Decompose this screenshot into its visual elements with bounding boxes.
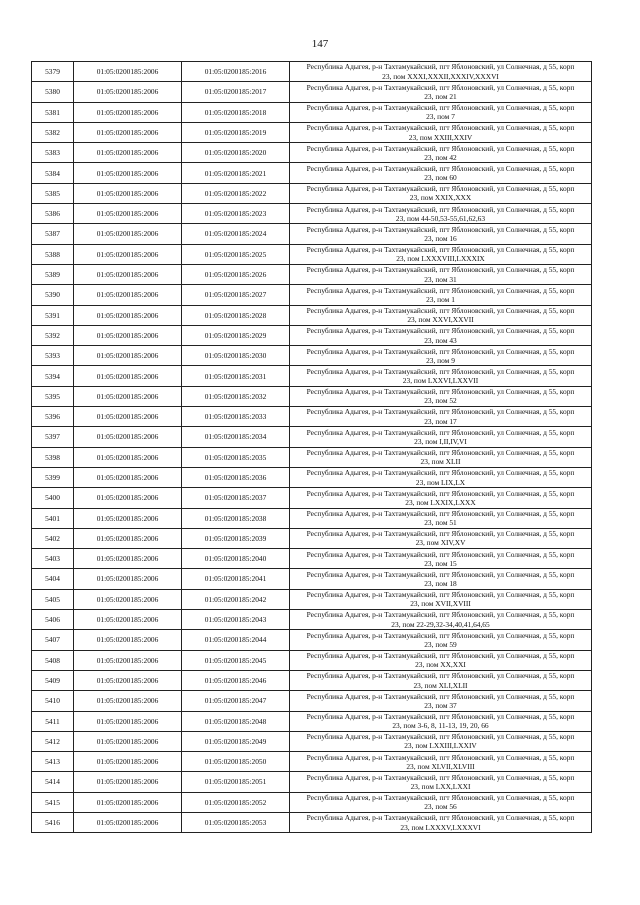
address-line-1: Республика Адыгея, р-н Тахтамукайский, пгт Яблоновский, ул Солнечная, д 55, корп	[306, 326, 575, 336]
address-line-1: Республика Адыгея, р-н Тахтамукайский, пгт Яблоновский, ул Солнечная, д 55, корп	[306, 590, 575, 600]
cadastral-number-cell: 01:05:0200185:2021	[182, 163, 290, 183]
table-row	[32, 224, 592, 244]
address-line-2: 23, пом XVII,XVIII	[410, 599, 471, 609]
address-cell	[290, 264, 592, 284]
address-line-2: 23, пом 21	[424, 91, 457, 101]
row-number-cell: 5390	[32, 285, 74, 305]
row-number-cell: 5389	[32, 264, 74, 284]
parent-cadastral-number-cell: 01:05:0200185:2006	[74, 143, 182, 163]
address-cell	[290, 610, 592, 630]
parent-cadastral-number-cell: 01:05:0200185:2006	[74, 427, 182, 447]
address-line-1: Республика Адыгея, р-н Тахтамукайский, пгт Яблоновский, ул Солнечная, д 55, корп	[306, 265, 575, 275]
address-line-1: Республика Адыгея, р-н Тахтамукайский, пгт Яблоновский, ул Солнечная, д 55, корп	[306, 651, 575, 661]
address-cell	[290, 305, 592, 325]
address-cell	[290, 102, 592, 122]
address-line-2: 23, пом 37	[424, 700, 457, 710]
row-number-cell: 5393	[32, 346, 74, 366]
address-cell	[290, 508, 592, 528]
row-number-cell: 5381	[32, 102, 74, 122]
cadastral-number-cell: 01:05:0200185:2046	[182, 670, 290, 690]
parent-cadastral-number-cell: 01:05:0200185:2006	[74, 264, 182, 284]
row-number-cell: 5386	[32, 204, 74, 224]
parent-cadastral-number-cell: 01:05:0200185:2006	[74, 691, 182, 711]
parent-cadastral-number-cell: 01:05:0200185:2006	[74, 569, 182, 589]
address-cell	[290, 589, 592, 609]
cadastral-number-cell: 01:05:0200185:2047	[182, 691, 290, 711]
address-line-2: 23, пом XLII	[420, 457, 461, 467]
address-line-2: 23, пом 18	[424, 579, 457, 589]
address-line-1: Республика Адыгея, р-н Тахтамукайский, пгт Яблоновский, ул Солнечная, д 55, корп	[306, 407, 575, 417]
cadastral-number-cell: 01:05:0200185:2026	[182, 264, 290, 284]
table-row	[32, 346, 592, 366]
cadastral-number-cell: 01:05:0200185:2036	[182, 467, 290, 487]
table-row	[32, 650, 592, 670]
cadastral-number-cell: 01:05:0200185:2022	[182, 183, 290, 203]
row-number-cell: 5407	[32, 630, 74, 650]
parent-cadastral-number-cell: 01:05:0200185:2006	[74, 650, 182, 670]
parent-cadastral-number-cell: 01:05:0200185:2006	[74, 224, 182, 244]
address-cell	[290, 346, 592, 366]
address-line-1: Республика Адыгея, р-н Тахтамукайский, пгт Яблоновский, ул Солнечная, д 55, корп	[306, 82, 575, 92]
cadastral-number-cell: 01:05:0200185:2033	[182, 407, 290, 427]
cadastral-number-cell: 01:05:0200185:2039	[182, 528, 290, 548]
address-line-1: Республика Адыгея, р-н Тахтамукайский, пгт Яблоновский, ул Солнечная, д 55, корп	[306, 204, 575, 214]
row-number-cell: 5391	[32, 305, 74, 325]
address-line-1: Республика Адыгея, р-н Тахтамукайский, пгт Яблоновский, ул Солнечная, д 55, корп	[306, 711, 575, 721]
cadastral-number-cell: 01:05:0200185:2042	[182, 589, 290, 609]
row-number-cell: 5394	[32, 366, 74, 386]
address-line-2: 23, пом XX,XXI	[415, 660, 466, 670]
row-number-cell: 5412	[32, 731, 74, 751]
address-line-2: 23, пом 7	[426, 112, 455, 122]
address-line-2: 23, пом XXIII,XXIV	[408, 132, 473, 142]
address-line-1: Республика Адыгея, р-н Тахтамукайский, пгт Яблоновский, ул Солнечная, д 55, корп	[306, 529, 575, 539]
row-number-cell: 5413	[32, 752, 74, 772]
cadastral-number-cell: 01:05:0200185:2027	[182, 285, 290, 305]
address-line-2: 23, пом 15	[424, 558, 457, 568]
table-row	[32, 711, 592, 731]
cadastral-number-cell: 01:05:0200185:2024	[182, 224, 290, 244]
cadastral-number-cell: 01:05:0200185:2051	[182, 772, 290, 792]
parent-cadastral-number-cell: 01:05:0200185:2006	[74, 204, 182, 224]
table-row	[32, 528, 592, 548]
address-line-1: Республика Адыгея, р-н Тахтамукайский, пгт Яблоновский, ул Солнечная, д 55, корп	[306, 184, 575, 194]
address-cell	[290, 143, 592, 163]
address-line-2: 23, пом LXXXV,LXXXVI	[400, 822, 481, 832]
address-cell	[290, 812, 592, 832]
row-number-cell: 5385	[32, 183, 74, 203]
address-cell	[290, 244, 592, 264]
parent-cadastral-number-cell: 01:05:0200185:2006	[74, 670, 182, 690]
row-number-cell: 5396	[32, 407, 74, 427]
table-row	[32, 549, 592, 569]
address-line-2: 23, пом XXVI,XXVII	[407, 315, 474, 325]
table-row	[32, 731, 592, 751]
address-cell	[290, 163, 592, 183]
parent-cadastral-number-cell: 01:05:0200185:2006	[74, 467, 182, 487]
parent-cadastral-number-cell: 01:05:0200185:2006	[74, 549, 182, 569]
cadastral-number-cell: 01:05:0200185:2032	[182, 386, 290, 406]
address-cell	[290, 407, 592, 427]
address-line-1: Республика Адыгея, р-н Тахтамукайский, пгт Яблоновский, ул Солнечная, д 55, корп	[306, 143, 575, 153]
address-line-2: 23, пом 59	[424, 639, 457, 649]
table-row	[32, 752, 592, 772]
page-number: 147	[311, 38, 329, 50]
parent-cadastral-number-cell: 01:05:0200185:2006	[74, 407, 182, 427]
parent-cadastral-number-cell: 01:05:0200185:2006	[74, 102, 182, 122]
address-cell	[290, 488, 592, 508]
parent-cadastral-number-cell: 01:05:0200185:2006	[74, 711, 182, 731]
parent-cadastral-number-cell: 01:05:0200185:2006	[74, 305, 182, 325]
cadastral-number-cell: 01:05:0200185:2048	[182, 711, 290, 731]
address-line-2: 23, пом 17	[424, 416, 457, 426]
registry-table-body	[32, 62, 592, 833]
address-line-2: 23, пом 43	[424, 335, 457, 345]
table-row	[32, 589, 592, 609]
address-line-1: Республика Адыгея, р-н Тахтамукайский, пгт Яблоновский, ул Солнечная, д 55, корп	[306, 610, 575, 620]
address-line-2: 23, пом 60	[424, 173, 457, 183]
row-number-cell: 5416	[32, 812, 74, 832]
table-row	[32, 569, 592, 589]
address-line-2: 23, пом XXXI,XXXII,XXXIV,XXXVI	[382, 71, 499, 81]
row-number-cell: 5411	[32, 711, 74, 731]
table-row	[32, 244, 592, 264]
table-row	[32, 488, 592, 508]
address-line-2: 23, пом XLVII,XLVIII	[406, 761, 475, 771]
parent-cadastral-number-cell: 01:05:0200185:2006	[74, 488, 182, 508]
parent-cadastral-number-cell: 01:05:0200185:2006	[74, 82, 182, 102]
row-number-cell: 5406	[32, 610, 74, 630]
cadastral-number-cell: 01:05:0200185:2053	[182, 812, 290, 832]
address-cell	[290, 691, 592, 711]
row-number-cell: 5404	[32, 569, 74, 589]
address-line-1: Республика Адыгея, р-н Тахтамукайский, пгт Яблоновский, ул Солнечная, д 55, корп	[306, 732, 575, 742]
address-line-1: Республика Адыгея, р-н Тахтамукайский, пгт Яблоновский, ул Солнечная, д 55, корп	[306, 813, 575, 823]
parent-cadastral-number-cell: 01:05:0200185:2006	[74, 325, 182, 345]
cadastral-number-cell: 01:05:0200185:2023	[182, 204, 290, 224]
address-line-1: Республика Адыгея, р-н Тахтамукайский, пгт Яблоновский, ул Солнечная, д 55, корп	[306, 448, 575, 458]
address-cell	[290, 285, 592, 305]
cadastral-number-cell: 01:05:0200185:2049	[182, 731, 290, 751]
row-number-cell: 5405	[32, 589, 74, 609]
row-number-cell: 5402	[32, 528, 74, 548]
row-number-cell: 5383	[32, 143, 74, 163]
address-cell	[290, 447, 592, 467]
table-row	[32, 670, 592, 690]
table-row	[32, 325, 592, 345]
address-line-2: 23, пом LXXIX,LXXX	[405, 497, 476, 507]
parent-cadastral-number-cell: 01:05:0200185:2006	[74, 244, 182, 264]
row-number-cell: 5397	[32, 427, 74, 447]
table-row	[32, 102, 592, 122]
row-number-cell: 5399	[32, 467, 74, 487]
address-line-1: Республика Адыгея, р-н Тахтамукайский, пгт Яблоновский, ул Солнечная, д 55, корп	[306, 103, 575, 113]
parent-cadastral-number-cell: 01:05:0200185:2006	[74, 630, 182, 650]
cadastral-number-cell: 01:05:0200185:2028	[182, 305, 290, 325]
table-row	[32, 366, 592, 386]
parent-cadastral-number-cell: 01:05:0200185:2006	[74, 285, 182, 305]
table-row	[32, 163, 592, 183]
address-cell	[290, 183, 592, 203]
address-line-2: 23, пом XXIX,XXX	[409, 193, 472, 203]
address-line-2: 23, пом 3-6, 8, 11-13, 19, 20, 66	[392, 721, 489, 731]
table-row	[32, 691, 592, 711]
cadastral-number-cell: 01:05:0200185:2029	[182, 325, 290, 345]
address-line-1: Республика Адыгея, р-н Тахтамукайский, пгт Яблоновский, ул Солнечная, д 55, корп	[306, 427, 575, 437]
address-cell	[290, 630, 592, 650]
cadastral-number-cell: 01:05:0200185:2040	[182, 549, 290, 569]
table-row	[32, 285, 592, 305]
parent-cadastral-number-cell: 01:05:0200185:2006	[74, 752, 182, 772]
address-cell	[290, 122, 592, 142]
address-line-2: 23, пом 22-29,32-34,40,41,64,65	[391, 619, 490, 629]
cadastral-number-cell: 01:05:0200185:2052	[182, 792, 290, 812]
address-cell	[290, 752, 592, 772]
cadastral-number-cell: 01:05:0200185:2018	[182, 102, 290, 122]
row-number-cell: 5408	[32, 650, 74, 670]
address-line-1: Республика Адыгея, р-н Тахтамукайский, пгт Яблоновский, ул Солнечная, д 55, корп	[306, 671, 575, 681]
table-row	[32, 62, 592, 82]
address-line-2: 23, пом 9	[426, 355, 455, 365]
parent-cadastral-number-cell: 01:05:0200185:2006	[74, 772, 182, 792]
address-line-2: 23, пом XLI,XLII	[413, 680, 468, 690]
cadastral-number-cell: 01:05:0200185:2031	[182, 366, 290, 386]
address-cell	[290, 82, 592, 102]
address-cell	[290, 528, 592, 548]
address-line-1: Республика Адыгея, р-н Тахтамукайский, пгт Яблоновский, ул Солнечная, д 55, корп	[306, 569, 575, 579]
address-line-1: Республика Адыгея, р-н Тахтамукайский, пгт Яблоновский, ул Солнечная, д 55, корп	[306, 306, 575, 315]
address-line-1: Республика Адыгея, р-н Тахтамукайский, пгт Яблоновский, ул Солнечная, д 55, корп	[306, 630, 575, 640]
cadastral-number-cell: 01:05:0200185:2044	[182, 630, 290, 650]
parent-cadastral-number-cell: 01:05:0200185:2006	[74, 447, 182, 467]
table-row	[32, 467, 592, 487]
address-line-2: 23, пом 52	[424, 396, 457, 406]
row-number-cell: 5415	[32, 792, 74, 812]
address-cell	[290, 62, 592, 82]
address-line-2: 23, пом LXXIII,LXXIV	[404, 741, 477, 751]
row-number-cell: 5387	[32, 224, 74, 244]
address-line-1: Республика Адыгея, р-н Тахтамукайский, пгт Яблоновский, ул Солнечная, д 55, корп	[306, 488, 575, 498]
address-line-1: Республика Адыгея, р-н Тахтамукайский, пгт Яблоновский, ул Солнечная, д 55, корп	[306, 691, 575, 701]
row-number-cell: 5392	[32, 325, 74, 345]
address-cell	[290, 731, 592, 751]
parent-cadastral-number-cell: 01:05:0200185:2006	[74, 610, 182, 630]
address-cell	[290, 670, 592, 690]
table-row	[32, 386, 592, 406]
table-row	[32, 630, 592, 650]
address-cell	[290, 427, 592, 447]
address-cell	[290, 792, 592, 812]
cadastral-number-cell: 01:05:0200185:2034	[182, 427, 290, 447]
address-line-2: 23, пом 56	[424, 802, 457, 812]
row-number-cell: 5403	[32, 549, 74, 569]
address-line-2: 23, пом LXXVI,LXXVII	[402, 376, 479, 386]
table-row	[32, 407, 592, 427]
row-number-cell: 5380	[32, 82, 74, 102]
address-cell	[290, 549, 592, 569]
address-line-2: 23, пом LIX,LX	[415, 477, 466, 487]
address-line-1: Республика Адыгея, р-н Тахтамукайский, пгт Яблоновский, ул Солнечная, д 55, корп	[306, 346, 575, 356]
cadastral-number-cell: 01:05:0200185:2016	[182, 62, 290, 82]
address-line-2: 23, пом 31	[424, 274, 457, 284]
row-number-cell: 5400	[32, 488, 74, 508]
address-line-1: Республика Адыгея, р-н Тахтамукайский, пгт Яблоновский, ул Солнечная, д 55, корп	[306, 123, 575, 133]
parent-cadastral-number-cell: 01:05:0200185:2006	[74, 163, 182, 183]
address-line-1: Республика Адыгея, р-н Тахтамукайский, пгт Яблоновский, ул Солнечная, д 55, корп	[306, 387, 575, 397]
table-row	[32, 447, 592, 467]
address-line-1: Республика Адыгея, р-н Тахтамукайский, пгт Яблоновский, ул Солнечная, д 55, корп	[306, 245, 575, 255]
table-row	[32, 122, 592, 142]
address-cell	[290, 386, 592, 406]
table-row	[32, 183, 592, 203]
row-number-cell: 5388	[32, 244, 74, 264]
address-cell	[290, 224, 592, 244]
parent-cadastral-number-cell: 01:05:0200185:2006	[74, 122, 182, 142]
address-cell	[290, 467, 592, 487]
parent-cadastral-number-cell: 01:05:0200185:2006	[74, 812, 182, 832]
address-line-1: Республика Адыгея, р-н Тахтамукайский, пгт Яблоновский, ул Солнечная, д 55, корп	[306, 508, 575, 518]
parent-cadastral-number-cell: 01:05:0200185:2006	[74, 528, 182, 548]
row-number-cell: 5395	[32, 386, 74, 406]
address-line-1: Республика Адыгея, р-н Тахтамукайский, пгт Яблоновский, ул Солнечная, д 55, корп	[306, 549, 575, 559]
cadastral-number-cell: 01:05:0200185:2038	[182, 508, 290, 528]
parent-cadastral-number-cell: 01:05:0200185:2006	[74, 62, 182, 82]
row-number-cell: 5410	[32, 691, 74, 711]
row-number-cell: 5398	[32, 447, 74, 467]
table-row	[32, 204, 592, 224]
address-line-1: Республика Адыгея, р-н Тахтамукайский, пгт Яблоновский, ул Солнечная, д 55, корп	[306, 468, 575, 478]
table-row	[32, 508, 592, 528]
cadastral-number-cell: 01:05:0200185:2035	[182, 447, 290, 467]
address-line-1: Республика Адыгея, р-н Тахтамукайский, пгт Яблоновский, ул Солнечная, д 55, корп	[306, 285, 575, 295]
table-row	[32, 82, 592, 102]
parent-cadastral-number-cell: 01:05:0200185:2006	[74, 366, 182, 386]
address-line-2: 23, пом 16	[424, 234, 457, 244]
address-line-2: 23, пом 1	[426, 294, 455, 304]
address-line-1: Республика Адыгея, р-н Тахтамукайский, пгт Яблоновский, ул Солнечная, д 55, корп	[306, 793, 575, 803]
parent-cadastral-number-cell: 01:05:0200185:2006	[74, 386, 182, 406]
address-cell	[290, 772, 592, 792]
cadastral-number-cell: 01:05:0200185:2043	[182, 610, 290, 630]
cadastral-number-cell: 01:05:0200185:2025	[182, 244, 290, 264]
cadastral-number-cell: 01:05:0200185:2050	[182, 752, 290, 772]
row-number-cell: 5379	[32, 62, 74, 82]
parent-cadastral-number-cell: 01:05:0200185:2006	[74, 346, 182, 366]
table-row	[32, 792, 592, 812]
address-cell	[290, 204, 592, 224]
address-line-2: 23, пом LXXXVIII,LXXXIX	[396, 254, 485, 264]
table-row	[32, 610, 592, 630]
cadastral-number-cell: 01:05:0200185:2020	[182, 143, 290, 163]
row-number-cell: 5401	[32, 508, 74, 528]
table-row	[32, 143, 592, 163]
cadastral-number-cell: 01:05:0200185:2017	[182, 82, 290, 102]
address-cell	[290, 325, 592, 345]
address-cell	[290, 650, 592, 670]
table-row	[32, 772, 592, 792]
address-line-2: 23, пом XIV,XV	[415, 538, 466, 548]
address-line-1: Республика Адыгея, р-н Тахтамукайский, пгт Яблоновский, ул Солнечная, д 55, корп	[306, 62, 575, 72]
address-line-1: Республика Адыгея, р-н Тахтамукайский, пгт Яблоновский, ул Солнечная, д 55, корп	[306, 366, 575, 376]
cadastral-number-cell: 01:05:0200185:2037	[182, 488, 290, 508]
cadastral-number-cell: 01:05:0200185:2045	[182, 650, 290, 670]
address-cell	[290, 711, 592, 731]
row-number-cell: 5384	[32, 163, 74, 183]
address-line-1: Республика Адыгея, р-н Тахтамукайский, пгт Яблоновский, ул Солнечная, д 55, корп	[306, 772, 575, 782]
row-number-cell: 5382	[32, 122, 74, 142]
table-row	[32, 427, 592, 447]
registry-table	[31, 61, 592, 833]
address-line-2: 23, пом 44-50,53-55,61,62,63	[395, 213, 486, 223]
table-row	[32, 812, 592, 832]
address-line-2: 23, пом 51	[424, 518, 457, 528]
parent-cadastral-number-cell: 01:05:0200185:2006	[74, 183, 182, 203]
parent-cadastral-number-cell: 01:05:0200185:2006	[74, 792, 182, 812]
row-number-cell: 5409	[32, 670, 74, 690]
cadastral-number-cell: 01:05:0200185:2019	[182, 122, 290, 142]
cadastral-number-cell: 01:05:0200185:2030	[182, 346, 290, 366]
address-line-1: Республика Адыгея, р-н Тахтамукайский, пгт Яблоновский, ул Солнечная, д 55, корп	[306, 752, 575, 762]
cadastral-number-cell: 01:05:0200185:2041	[182, 569, 290, 589]
address-line-2: 23, пом 42	[424, 152, 457, 162]
address-line-2: 23, пом I,II,IV,VI	[414, 436, 467, 446]
address-line-1: Республика Адыгея, р-н Тахтамукайский, пгт Яблоновский, ул Солнечная, д 55, корп	[306, 163, 575, 173]
address-cell	[290, 366, 592, 386]
row-number-cell: 5414	[32, 772, 74, 792]
parent-cadastral-number-cell: 01:05:0200185:2006	[74, 508, 182, 528]
table-row	[32, 305, 592, 325]
parent-cadastral-number-cell: 01:05:0200185:2006	[74, 589, 182, 609]
address-line-1: Республика Адыгея, р-н Тахтамукайский, пгт Яблоновский, ул Солнечная, д 55, корп	[306, 224, 575, 234]
table-row	[32, 264, 592, 284]
parent-cadastral-number-cell: 01:05:0200185:2006	[74, 731, 182, 751]
address-line-2: 23, пом LXX,LXXI	[410, 782, 471, 792]
address-cell	[290, 569, 592, 589]
